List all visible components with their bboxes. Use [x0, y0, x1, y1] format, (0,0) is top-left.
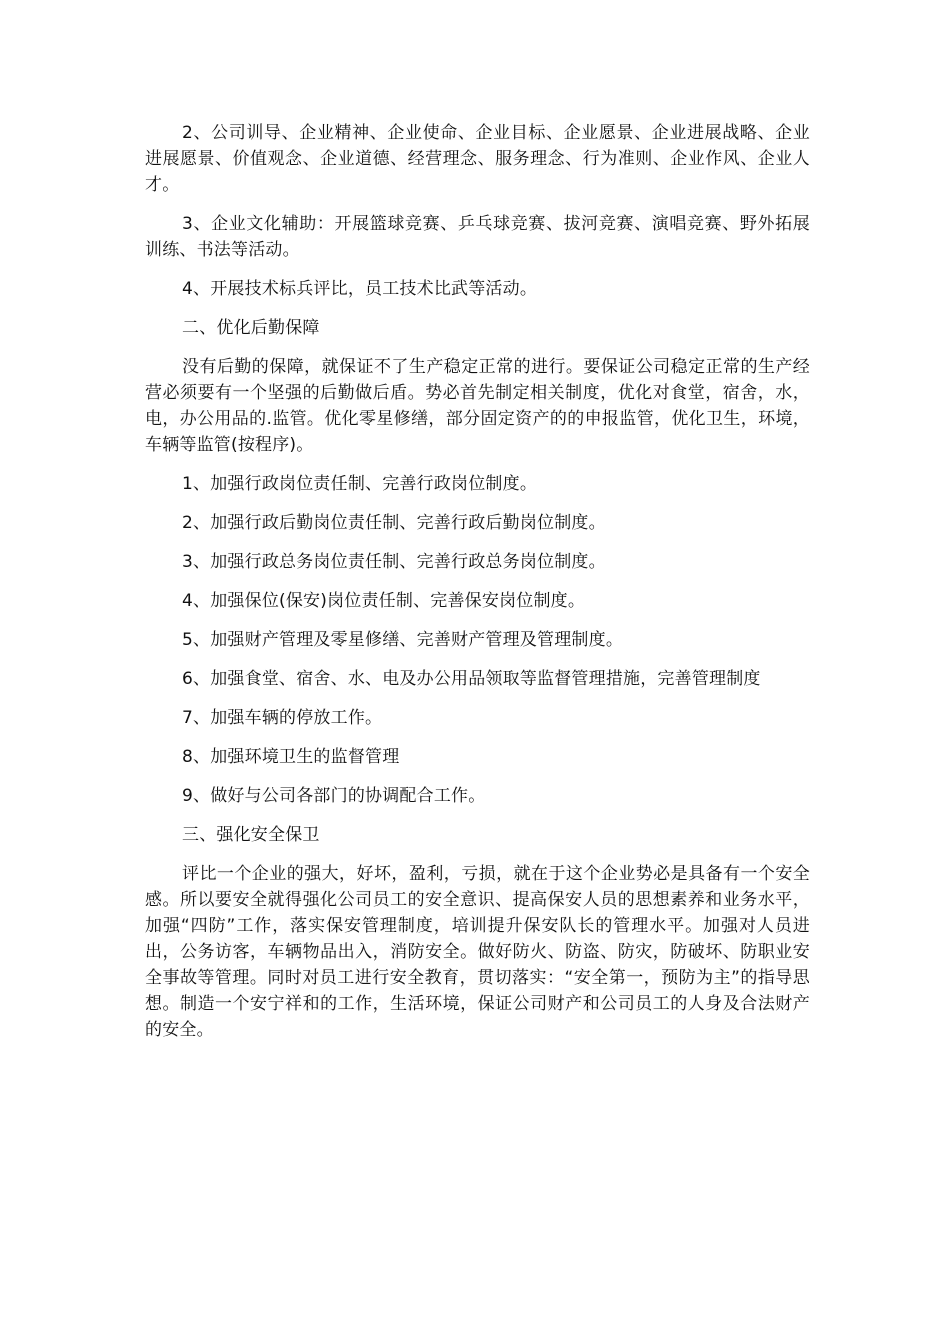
- list-item-logistics-8: 8、加强环境卫生的监督管理: [182, 747, 400, 767]
- list-item-logistics-3: 3、加强行政总务岗位责任制、完善行政总务岗位制度。: [182, 552, 606, 572]
- section-heading-logistics: 二、优化后勤保障: [182, 318, 320, 338]
- list-item-logistics-6: 6、加强食堂、宿舍、水、电及办公用品领取等监督管理措施，完善管理制度: [182, 669, 761, 689]
- list-item-logistics-1: 1、加强行政岗位责任制、完善行政岗位制度。: [182, 474, 538, 494]
- paragraph-logistics-intro: 没有后勤的保障，就保证不了生产稳定正常的进行。要保证公司稳定正常的生产经营必须要有一个坚强的后勤做后盾。势必首先制定相关制度，优化对食堂，宿舍，水，电，办公用品的.监管。优化零星修缮，部分固定资产的的申报监管，优化卫生，环境，车辆等监管(按程序)。: [145, 357, 810, 455]
- list-item-logistics-7: 7、加强车辆的停放工作。: [182, 708, 383, 728]
- list-item-logistics-5: 5、加强财产管理及零星修缮、完善财产管理及管理制度。: [182, 630, 624, 650]
- paragraph-culture-activities: 3、企业文化辅助：开展篮球竞赛、乒乓球竞赛、拔河竞赛、演唱竞赛、野外拓展训练、书法等活动。: [145, 214, 810, 260]
- list-item-logistics-4: 4、加强保位(保安)岗位责任制、完善保安岗位制度。: [182, 591, 586, 611]
- paragraph-tech-competition: 4、开展技术标兵评比，员工技术比武等活动。: [182, 279, 538, 299]
- list-item-logistics-2: 2、加强行政后勤岗位责任制、完善行政后勤岗位制度。: [182, 513, 606, 533]
- section-heading-security: 三、强化安全保卫: [182, 825, 320, 845]
- paragraph-culture-items: 2、公司训导、企业精神、企业使命、企业目标、企业愿景、企业进展战略、企业进展愿景、价值观念、企业道德、经营理念、服务理念、行为准则、企业作风、企业人才。: [145, 123, 810, 195]
- paragraph-security-body: 评比一个企业的强大，好坏，盈利，亏损，就在于这个企业势必是具备有一个安全感。所以要安全就得强化公司员工的安全意识、提高保安人员的思想素养和业务水平，加强“四防”工作，落实保安管理制度，培训提升保安队长的管理水平。加强对人员进出，公务访客，车辆物品出入，消防安全。做好防火、防盗、防灾，防破坏、防职业安全事故等管理。同时对员工进行安全教育，贯切落实：“安全第一，预防为主”的指导思想。制造一个安宁祥和的工作，生活环境，保证公司财产和公司员工的人身及合法财产的安全。: [145, 864, 810, 1040]
- list-item-logistics-9: 9、做好与公司各部门的协调配合工作。: [182, 786, 486, 806]
- document-page: [145, 120, 810, 1043]
